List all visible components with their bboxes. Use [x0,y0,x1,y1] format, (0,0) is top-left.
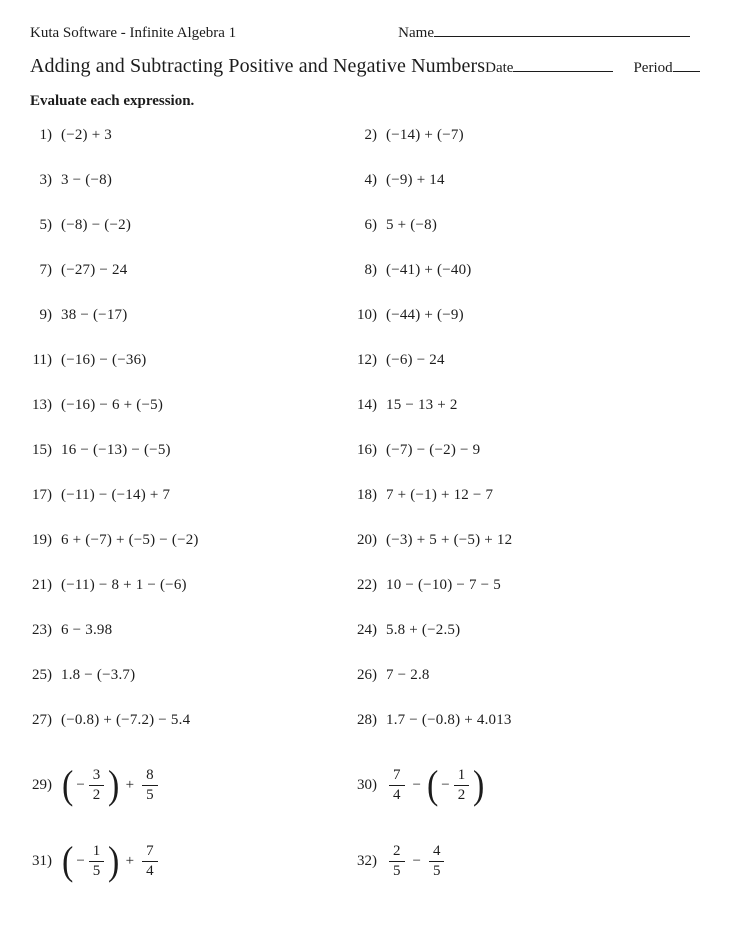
expression-text: (−8) − (−2) [61,217,132,233]
expression-text: (−27) − 24 [61,262,128,278]
fraction-numerator: 1 [89,843,105,862]
problem-number: 8) [364,262,377,278]
expression-text: 5 + (−8) [386,217,438,233]
fraction-denominator: 4 [146,862,154,879]
expression-text: (−16) − 6 + (−5) [61,397,164,413]
expression-text: (−3) + 5 + (−5) + 12 [386,532,513,548]
problem-expression [386,352,445,369]
problem-26 [355,667,706,692]
problem-number: 9) [39,307,52,323]
fraction-denominator: 5 [146,786,154,803]
header-row-title [30,55,706,78]
problem-number: 16) [357,442,377,458]
date-period-fields [485,59,700,77]
problem-expression [61,397,163,414]
expression-text: (−0.8) + (−7.2) − 5.4 [61,712,191,728]
problem-expression: ( − $\frac{1}{5}$ ) + $\frac{7}{4}$ [61,843,161,880]
period-blank-line [673,59,700,72]
problem-expression: $\frac{7}{4}$ − ( − $\frac{1}{2}$ ) [386,767,486,804]
problem-expression [386,127,464,144]
problem-expression [61,172,112,189]
problem-number: 15) [32,442,52,458]
fraction [389,767,405,804]
problem-expression [386,217,437,234]
problem-expression [61,532,199,549]
fraction [429,843,445,880]
fraction [142,767,158,804]
problem-expression [386,622,460,639]
problem-number: 29) [32,776,52,793]
operator: − [412,852,421,869]
problem-16 [355,442,706,467]
fraction [89,767,105,804]
expression-text: 6 − 3.98 [61,622,113,638]
problem-25 [30,667,355,692]
problem-number: 11) [32,352,52,368]
problem-number: 7) [39,262,52,278]
problem-11 [30,352,355,377]
fraction-numerator: 7 [389,767,405,786]
problem-13 [30,397,355,422]
operator: + [125,776,135,793]
fraction-denominator: 4 [393,786,401,803]
problem-6 [355,217,706,242]
problem-expression [386,532,512,549]
problem-expression [61,127,112,144]
problem-expression [386,843,447,880]
name-blank-line [434,24,690,37]
problems-grid [30,127,706,909]
problem-number: 30) [357,776,377,793]
problem-number: 12) [357,352,377,368]
expression-text: (−6) − 24 [386,352,445,368]
problem-expression [386,172,445,189]
fraction-denominator: 5 [393,862,401,879]
fraction-numerator: 1 [454,767,470,786]
expression-text: 1.7 − (−0.8) + 4.013 [386,712,512,728]
fraction-numerator: 7 [142,843,158,862]
problem-number: 10) [357,307,377,323]
problem-expression [386,442,480,459]
problem-expression [386,577,501,594]
problem-number: 31) [32,852,52,869]
instruction-text: Evaluate each expression. [30,93,195,109]
problem-expression [386,307,464,324]
expression-text: 38 − (−17) [61,307,128,323]
problem-number: 22) [357,577,377,593]
problem-expression [61,352,146,369]
fraction-numerator: 8 [142,767,158,786]
problem-19 [30,532,355,557]
problem-30 [355,757,706,813]
problem-expression [386,667,430,684]
problem-expression [386,262,471,279]
problem-24 [355,622,706,647]
expression-text: 5.8 + (−2.5) [386,622,461,638]
problem-17 [30,487,355,512]
problem-1 [30,127,355,152]
name-field [398,24,690,42]
problem-expression [386,712,512,729]
expression-text: 7 + (−1) + 12 − 7 [386,487,494,503]
problem-expression [61,667,135,684]
problem-number: 6) [364,217,377,233]
problem-number: 21) [32,577,52,593]
period-label: Period [633,60,673,76]
problem-number: 28) [357,712,377,728]
date-label: Date [485,60,514,76]
name-label: Name [398,25,434,41]
problem-10 [355,307,706,332]
problem-expression [61,307,127,324]
expression-text: 16 − (−13) − (−5) [61,442,171,458]
expression-text: 6 + (−7) + (−5) − (−2) [61,532,199,548]
problem-28 [355,712,706,737]
problem-number: 2) [364,127,377,143]
problem-number: 25) [32,667,52,683]
problem-9 [30,307,355,332]
problem-20 [355,532,706,557]
expression-text: 3 − (−8) [61,172,113,188]
problem-number: 17) [32,487,52,503]
minus-sign: − [76,776,85,793]
problem-expression [386,397,458,414]
problem-7 [30,262,355,287]
fraction [389,843,405,880]
problem-number: 26) [357,667,377,683]
expression-text: (−11) − (−14) + 7 [61,487,171,503]
problem-5 [30,217,355,242]
problem-32 [355,833,706,889]
date-blank-line [513,59,613,72]
minus-sign: − [441,776,450,793]
problem-expression [61,577,187,594]
expression-text: 7 − 2.8 [386,667,430,683]
problem-15 [30,442,355,467]
expression-text: (−41) + (−40) [386,262,472,278]
expression-text: (−14) + (−7) [386,127,464,143]
problem-4 [355,172,706,197]
problem-number: 13) [32,397,52,413]
fraction [142,843,158,880]
problem-number: 24) [357,622,377,638]
problem-number: 18) [357,487,377,503]
problem-number: 23) [32,622,52,638]
problem-27 [30,712,355,737]
problem-number: 20) [357,532,377,548]
fraction-numerator: 4 [429,843,445,862]
problem-expression [61,712,190,729]
fraction [89,843,105,880]
problem-number: 27) [32,712,52,728]
problem-22 [355,577,706,602]
program-title: Kuta Software - Infinite Algebra 1 [30,25,237,41]
fraction [454,767,470,804]
problem-expression [61,262,127,279]
problem-expression [61,487,170,504]
header-row-top [30,24,706,42]
expression-text: (−16) − (−36) [61,352,147,368]
problem-18 [355,487,706,512]
expression-text: 1.8 − (−3.7) [61,667,136,683]
problem-12 [355,352,706,377]
expression-text: (−7) − (−2) − 9 [386,442,481,458]
problem-8 [355,262,706,287]
problem-31 [30,833,355,889]
problem-29 [30,757,355,813]
fraction-denominator: 5 [92,862,101,879]
problem-expression [61,442,171,459]
problem-14 [355,397,706,422]
expression-text: (−2) + 3 [61,127,113,143]
problem-expression [386,487,493,504]
problem-number: 1) [39,127,52,143]
minus-sign: − [76,852,85,869]
problem-number: 32) [357,852,377,869]
worksheet-title: Adding and Subtracting Positive and Negative Numbers [30,55,486,77]
problem-2 [355,127,706,152]
problem-number: 3) [39,172,52,188]
expression-text: (−44) + (−9) [386,307,464,323]
expression-text: (−9) + 14 [386,172,445,188]
operator: − [412,776,421,793]
problem-expression: ( − $\frac{3}{2}$ ) + $\frac{8}{5}$ [61,767,161,804]
problem-number: 14) [357,397,377,413]
expression-text: 15 − 13 + 2 [386,397,458,413]
fraction-denominator: 2 [92,786,101,803]
problem-expression [61,217,131,234]
problem-21 [30,577,355,602]
problem-3 [30,172,355,197]
problem-expression [61,622,112,639]
fraction-denominator: 2 [457,786,466,803]
operator: + [125,852,135,869]
problem-number: 19) [32,532,52,548]
problem-number: 4) [364,172,377,188]
problem-23 [30,622,355,647]
problem-number: 5) [39,217,52,233]
expression-text: (−11) − 8 + 1 − (−6) [61,577,187,593]
expression-text: 10 − (−10) − 7 − 5 [386,577,501,593]
fraction-denominator: 5 [432,862,441,879]
fraction-numerator: 2 [389,843,405,862]
fraction-numerator: 3 [89,767,105,786]
